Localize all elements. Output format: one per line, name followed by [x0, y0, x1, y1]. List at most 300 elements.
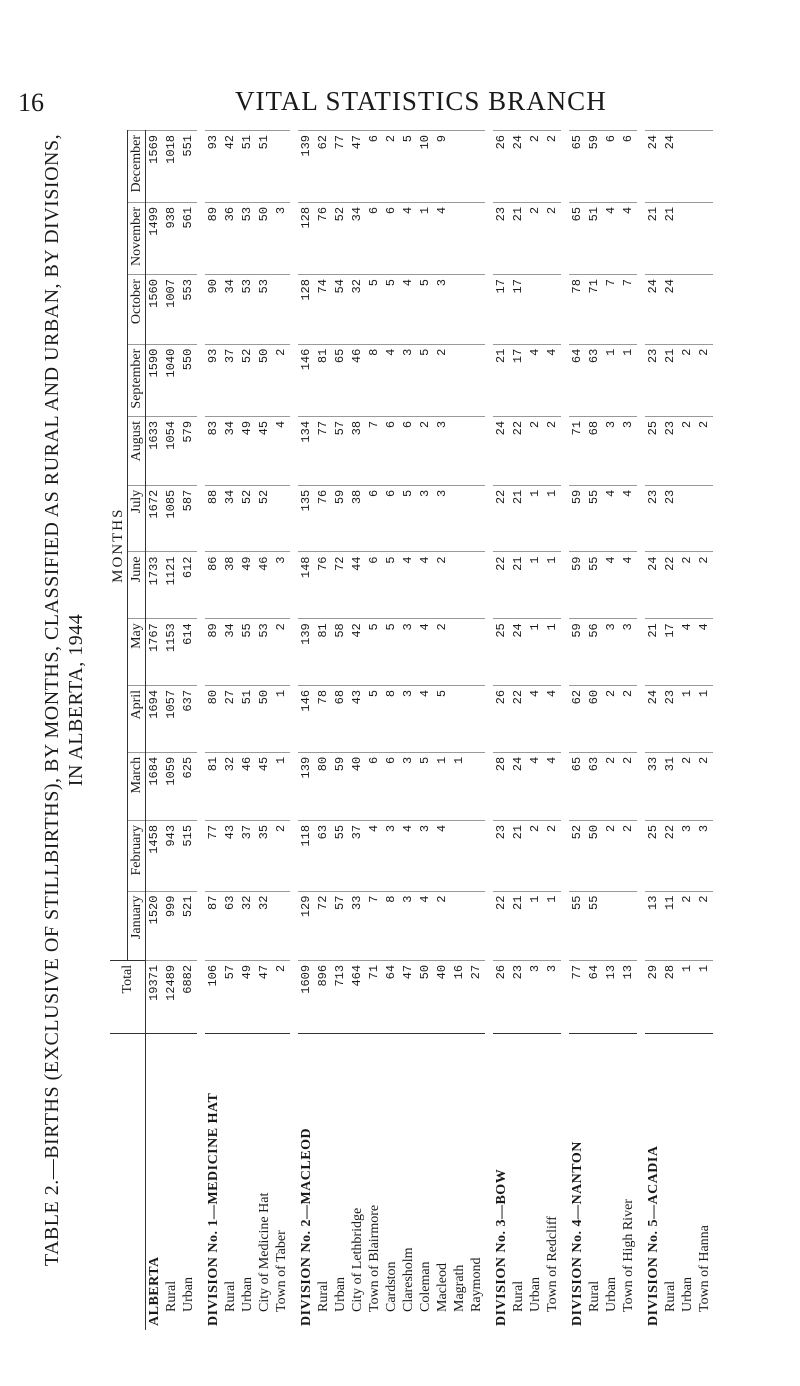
- cell-january: 57: [332, 891, 349, 960]
- cell-november: 53: [239, 202, 256, 274]
- row-label: Macleod: [434, 1033, 451, 1330]
- row-label: DIVISION No. 4—NANTON: [569, 1033, 586, 1330]
- cell-september: 21: [493, 344, 510, 416]
- cell-october: 3: [434, 275, 451, 345]
- group-spacer-cell: [485, 131, 493, 1331]
- table-row: [256, 131, 273, 1331]
- cell-may: 139: [298, 619, 315, 686]
- group-spacer-cell: [637, 131, 645, 1331]
- cell-september: 93: [205, 344, 222, 416]
- row-label: Rural: [510, 1033, 527, 1330]
- cell-august: 2: [679, 416, 696, 485]
- row-label: Rural: [315, 1033, 332, 1330]
- cell-april: 26: [493, 685, 510, 752]
- cell-october: [273, 275, 290, 345]
- cell-april: 2: [620, 685, 637, 752]
- row-label: Urban: [679, 1033, 696, 1330]
- cell-may: 4: [696, 619, 713, 686]
- cell-june: 21: [510, 552, 527, 619]
- cell-march: 40: [349, 752, 366, 820]
- table-title: [40, 90, 88, 1310]
- row-total: 50: [417, 960, 434, 1033]
- month-header-march: March: [128, 752, 146, 820]
- cell-july: [696, 485, 713, 552]
- cell-august: 71: [569, 416, 586, 485]
- cell-april: 80: [205, 685, 222, 752]
- cell-march: 28: [493, 752, 510, 820]
- cell-february: 22: [662, 820, 679, 891]
- cell-april: 50: [256, 685, 273, 752]
- cell-february: 943: [163, 820, 180, 891]
- cell-november: 4: [603, 202, 620, 274]
- table-row: [451, 131, 468, 1331]
- group-spacer: [197, 131, 205, 1331]
- table-row: [679, 131, 696, 1331]
- cell-september: 1: [603, 344, 620, 416]
- cell-july: 34: [222, 485, 239, 552]
- cell-february: 4: [434, 820, 451, 891]
- row-total: 3: [527, 960, 544, 1033]
- cell-october: 53: [239, 275, 256, 345]
- page-number: 16: [18, 88, 44, 117]
- table-row: [163, 131, 180, 1331]
- cell-august: 6: [400, 416, 417, 485]
- cell-april: [451, 685, 468, 752]
- cell-july: 76: [315, 485, 332, 552]
- cell-february: 2: [527, 820, 544, 891]
- cell-july: 1: [527, 485, 544, 552]
- cell-march: 45: [256, 752, 273, 820]
- cell-may: 59: [569, 619, 586, 686]
- cell-april: 146: [298, 685, 315, 752]
- cell-march: 6: [366, 752, 383, 820]
- table-row: [146, 131, 164, 1331]
- cell-august: 38: [349, 416, 366, 485]
- month-header-october: October: [128, 275, 146, 345]
- cell-march: 2: [620, 752, 637, 820]
- table-row: [400, 131, 417, 1331]
- cell-may: 1153: [163, 619, 180, 686]
- row-label: Rural: [662, 1033, 679, 1330]
- cell-august: 2: [696, 416, 713, 485]
- row-label: Urban: [603, 1033, 620, 1330]
- cell-september: 23: [645, 344, 662, 416]
- cell-february: 3: [417, 820, 434, 891]
- row-label-header: [110, 1033, 146, 1330]
- cell-april: 5: [434, 685, 451, 752]
- cell-september: 37: [222, 344, 239, 416]
- cell-june: 76: [315, 552, 332, 619]
- cell-september: 5: [417, 344, 434, 416]
- cell-january: 87: [205, 891, 222, 960]
- cell-august: 25: [645, 416, 662, 485]
- months-header: MONTHS: [110, 131, 128, 961]
- cell-june: 4: [400, 552, 417, 619]
- row-label: Urban: [332, 1033, 349, 1330]
- row-label: DIVISION No. 3—BOW: [493, 1033, 510, 1330]
- cell-march: 59: [332, 752, 349, 820]
- cell-november: 6: [366, 202, 383, 274]
- cell-april: 1: [273, 685, 290, 752]
- cell-august: 7: [366, 416, 383, 485]
- cell-september: 46: [349, 344, 366, 416]
- cell-october: 78: [569, 275, 586, 345]
- cell-december: 62: [315, 131, 332, 203]
- month-header-july: July: [128, 485, 146, 552]
- row-total: 47: [256, 960, 273, 1033]
- cell-november: 4: [620, 202, 637, 274]
- cell-june: 2: [679, 552, 696, 619]
- cell-december: 51: [239, 131, 256, 203]
- cell-april: 4: [527, 685, 544, 752]
- group-spacer: [485, 131, 493, 1331]
- cell-july: [451, 485, 468, 552]
- table-row: [468, 131, 485, 1331]
- cell-april: 637: [180, 685, 197, 752]
- cell-march: 4: [527, 752, 544, 820]
- table-row: [205, 131, 222, 1331]
- cell-june: 4: [417, 552, 434, 619]
- cell-march: 32: [222, 752, 239, 820]
- cell-december: 2: [544, 131, 561, 203]
- cell-may: 58: [332, 619, 349, 686]
- cell-september: 146: [298, 344, 315, 416]
- cell-august: 3: [620, 416, 637, 485]
- cell-april: 60: [586, 685, 603, 752]
- cell-may: 53: [256, 619, 273, 686]
- cell-january: 4: [417, 891, 434, 960]
- cell-june: 55: [586, 552, 603, 619]
- cell-may: [451, 619, 468, 686]
- cell-july: 5: [400, 485, 417, 552]
- cell-september: 65: [332, 344, 349, 416]
- cell-november: 4: [400, 202, 417, 274]
- births-table-container: [110, 130, 770, 1330]
- cell-august: 6: [383, 416, 400, 485]
- cell-october: 24: [645, 275, 662, 345]
- cell-june: 1: [527, 552, 544, 619]
- row-label: ALBERTA: [146, 1033, 164, 1330]
- cell-may: 42: [349, 619, 366, 686]
- cell-december: 51: [256, 131, 273, 203]
- cell-june: 46: [256, 552, 273, 619]
- cell-april: 27: [222, 685, 239, 752]
- cell-may: 3: [620, 619, 637, 686]
- cell-september: 2: [696, 344, 713, 416]
- cell-june: 6: [366, 552, 383, 619]
- cell-march: 139: [298, 752, 315, 820]
- table-row: [315, 131, 332, 1331]
- cell-july: 22: [493, 485, 510, 552]
- table-row: [696, 131, 713, 1331]
- cell-october: 7: [603, 275, 620, 345]
- cell-january: 55: [569, 891, 586, 960]
- row-total: 26: [493, 960, 510, 1033]
- cell-may: 21: [645, 619, 662, 686]
- cell-july: 59: [332, 485, 349, 552]
- cell-march: [468, 752, 485, 820]
- cell-march: 2: [603, 752, 620, 820]
- cell-january: 63: [222, 891, 239, 960]
- month-header-january: January: [128, 891, 146, 960]
- cell-december: 6: [620, 131, 637, 203]
- cell-november: 52: [332, 202, 349, 274]
- row-total: 12489: [163, 960, 180, 1033]
- cell-october: 5: [366, 275, 383, 345]
- cell-december: 2: [383, 131, 400, 203]
- cell-february: 1458: [146, 820, 164, 891]
- cell-november: 34: [349, 202, 366, 274]
- cell-may: 5: [366, 619, 383, 686]
- table-row: [332, 131, 349, 1331]
- cell-december: 5: [400, 131, 417, 203]
- cell-march: 1: [434, 752, 451, 820]
- cell-november: 938: [163, 202, 180, 274]
- cell-november: 128: [298, 202, 315, 274]
- table-row: [620, 131, 637, 1331]
- row-total: 464: [349, 960, 366, 1033]
- cell-january: [468, 891, 485, 960]
- cell-october: [544, 275, 561, 345]
- cell-april: 5: [366, 685, 383, 752]
- cell-december: 9: [434, 131, 451, 203]
- cell-november: [696, 202, 713, 274]
- cell-may: 5: [383, 619, 400, 686]
- cell-january: 129: [298, 891, 315, 960]
- cell-january: 521: [180, 891, 197, 960]
- cell-may: [468, 619, 485, 686]
- cell-september: 17: [510, 344, 527, 416]
- cell-april: 22: [510, 685, 527, 752]
- cell-october: 1560: [146, 275, 164, 345]
- cell-july: 88: [205, 485, 222, 552]
- row-label: Town of Redcliff: [544, 1033, 561, 1330]
- cell-november: 2: [527, 202, 544, 274]
- cell-november: 21: [510, 202, 527, 274]
- cell-march: 81: [205, 752, 222, 820]
- table-row: [645, 131, 662, 1331]
- cell-august: [468, 416, 485, 485]
- row-total: 29: [645, 960, 662, 1033]
- cell-june: 148: [298, 552, 315, 619]
- cell-november: 6: [383, 202, 400, 274]
- table-row: [586, 131, 603, 1331]
- total-header: Total: [110, 960, 146, 1033]
- cell-november: [451, 202, 468, 274]
- cell-july: 38: [349, 485, 366, 552]
- cell-september: 2: [273, 344, 290, 416]
- row-total: 19371: [146, 960, 164, 1033]
- cell-february: 2: [544, 820, 561, 891]
- row-total: 106: [205, 960, 222, 1033]
- table-row: [349, 131, 366, 1331]
- cell-january: 11: [662, 891, 679, 960]
- cell-march: 80: [315, 752, 332, 820]
- cell-january: 3: [400, 891, 417, 960]
- cell-december: 42: [222, 131, 239, 203]
- cell-march: 2: [696, 752, 713, 820]
- cell-july: 6: [366, 485, 383, 552]
- table-row: [273, 131, 290, 1331]
- cell-july: 52: [256, 485, 273, 552]
- group-spacer: [290, 131, 298, 1331]
- cell-february: 515: [180, 820, 197, 891]
- cell-january: 2: [696, 891, 713, 960]
- cell-august: 3: [434, 416, 451, 485]
- cell-october: 53: [256, 275, 273, 345]
- cell-march: 1: [273, 752, 290, 820]
- cell-november: 89: [205, 202, 222, 274]
- table-row: [662, 131, 679, 1331]
- cell-april: 4: [417, 685, 434, 752]
- cell-august: 22: [510, 416, 527, 485]
- cell-october: 1007: [163, 275, 180, 345]
- cell-june: 1: [544, 552, 561, 619]
- cell-july: [273, 485, 290, 552]
- cell-may: 4: [679, 619, 696, 686]
- row-label: DIVISION No. 1—MEDICINE HAT: [205, 1033, 222, 1330]
- cell-november: [468, 202, 485, 274]
- row-label: Town of High River: [620, 1033, 637, 1330]
- cell-june: 72: [332, 552, 349, 619]
- cell-september: 81: [315, 344, 332, 416]
- row-label: Rural: [586, 1033, 603, 1330]
- row-total: 1: [679, 960, 696, 1033]
- row-total: 3: [544, 960, 561, 1033]
- table-row: [527, 131, 544, 1331]
- cell-november: 4: [434, 202, 451, 274]
- table-row: [417, 131, 434, 1331]
- cell-march: 4: [544, 752, 561, 820]
- cell-june: 1121: [163, 552, 180, 619]
- cell-december: 24: [510, 131, 527, 203]
- cell-november: 2: [544, 202, 561, 274]
- cell-january: 2: [434, 891, 451, 960]
- cell-november: 21: [662, 202, 679, 274]
- table-row: [180, 131, 197, 1331]
- cell-july: [679, 485, 696, 552]
- cell-august: 3: [603, 416, 620, 485]
- cell-june: [468, 552, 485, 619]
- cell-april: 24: [645, 685, 662, 752]
- cell-february: [451, 820, 468, 891]
- cell-october: 5: [417, 275, 434, 345]
- cell-july: 23: [645, 485, 662, 552]
- cell-april: 4: [544, 685, 561, 752]
- cell-september: 550: [180, 344, 197, 416]
- row-total: 64: [586, 960, 603, 1033]
- row-total: 28: [662, 960, 679, 1033]
- row-label: Town of Taber: [273, 1033, 290, 1330]
- cell-october: 553: [180, 275, 197, 345]
- cell-august: 1633: [146, 416, 164, 485]
- cell-december: [696, 131, 713, 203]
- row-label: DIVISION No. 2—MACLEOD: [298, 1033, 315, 1330]
- cell-may: 1: [527, 619, 544, 686]
- row-total: 49: [239, 960, 256, 1033]
- cell-december: 77: [332, 131, 349, 203]
- cell-november: 21: [645, 202, 662, 274]
- cell-february: 55: [332, 820, 349, 891]
- month-header-may: May: [128, 619, 146, 686]
- births-table: [110, 130, 713, 1330]
- cell-july: [468, 485, 485, 552]
- running-head: VITAL STATISTICS BRANCH: [235, 86, 607, 116]
- cell-june: 4: [620, 552, 637, 619]
- cell-june: 2: [434, 552, 451, 619]
- cell-september: 4: [544, 344, 561, 416]
- cell-november: 36: [222, 202, 239, 274]
- cell-may: 2: [273, 619, 290, 686]
- cell-december: [273, 131, 290, 203]
- cell-june: 24: [645, 552, 662, 619]
- cell-october: 71: [586, 275, 603, 345]
- cell-march: 2: [679, 752, 696, 820]
- cell-march: 6: [383, 752, 400, 820]
- row-total: 1609: [298, 960, 315, 1033]
- table-body: [146, 131, 714, 1331]
- cell-january: 8: [383, 891, 400, 960]
- cell-november: 561: [180, 202, 197, 274]
- cell-december: 24: [662, 131, 679, 203]
- cell-march: 33: [645, 752, 662, 820]
- cell-july: 135: [298, 485, 315, 552]
- cell-february: [468, 820, 485, 891]
- cell-october: 90: [205, 275, 222, 345]
- cell-april: 1057: [163, 685, 180, 752]
- cell-november: 76: [315, 202, 332, 274]
- table-row: [298, 131, 315, 1331]
- cell-october: 54: [332, 275, 349, 345]
- cell-august: [451, 416, 468, 485]
- cell-august: 83: [205, 416, 222, 485]
- cell-april: 2: [603, 685, 620, 752]
- table-title-line1: TABLE 2.—BIRTHS (EXCLUSIVE OF STILLBIRTHS), BY MONTHS, CLASSIFIED AS RURAL AND URBAN, BY DIVISIONS,: [41, 133, 63, 1267]
- row-label: Town of Blairmore: [366, 1033, 383, 1330]
- row-label: Raymond: [468, 1033, 485, 1330]
- cell-january: 55: [586, 891, 603, 960]
- cell-december: 6: [603, 131, 620, 203]
- cell-september: 2: [434, 344, 451, 416]
- cell-october: 24: [662, 275, 679, 345]
- cell-july: 59: [569, 485, 586, 552]
- row-label: Town of Hanna: [696, 1033, 713, 1330]
- cell-february: 3: [383, 820, 400, 891]
- cell-june: 4: [603, 552, 620, 619]
- cell-september: [468, 344, 485, 416]
- cell-april: 23: [662, 685, 679, 752]
- cell-february: 118: [298, 820, 315, 891]
- row-total: 1: [696, 960, 713, 1033]
- cell-october: 17: [510, 275, 527, 345]
- cell-june: 612: [180, 552, 197, 619]
- cell-april: [468, 685, 485, 752]
- row-total: 2: [273, 960, 290, 1033]
- cell-april: 43: [349, 685, 366, 752]
- cell-february: 3: [679, 820, 696, 891]
- row-total: 47: [400, 960, 417, 1033]
- cell-december: 59: [586, 131, 603, 203]
- cell-may: 3: [400, 619, 417, 686]
- cell-april: 68: [332, 685, 349, 752]
- cell-january: 7: [366, 891, 383, 960]
- cell-may: 81: [315, 619, 332, 686]
- cell-february: 2: [273, 820, 290, 891]
- cell-july: 21: [510, 485, 527, 552]
- table-row: [239, 131, 256, 1331]
- cell-april: 1694: [146, 685, 164, 752]
- cell-september: 1040: [163, 344, 180, 416]
